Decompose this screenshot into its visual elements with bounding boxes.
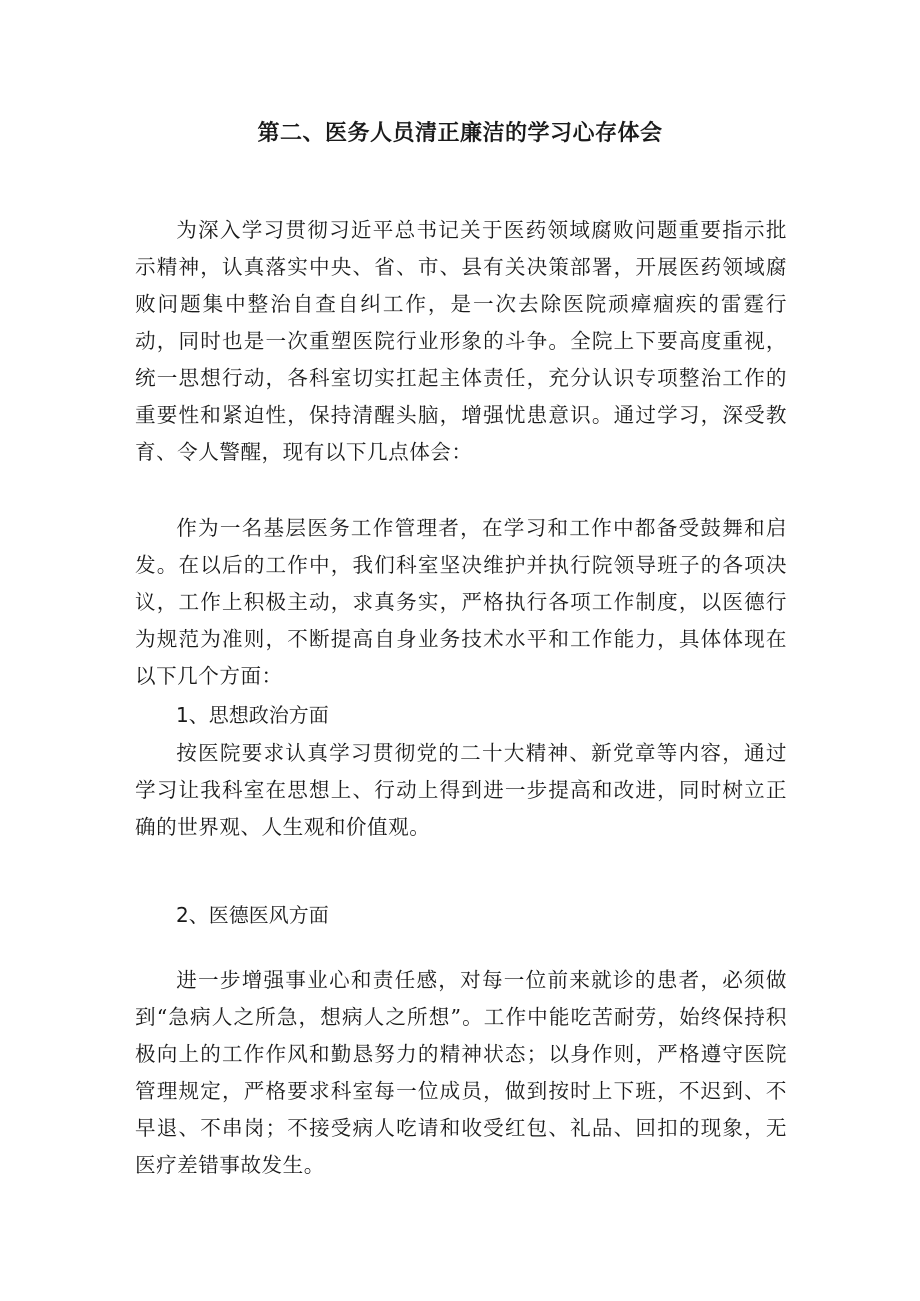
paragraph-intro: 为深入学习贯彻习近平总书记关于医药领域腐败问题重要指示批示精神，认真落实中央、省、市、县有关决策部署，开展医药领域腐败问题集中整治自查自纠工作，是一次去除医院顽瘴痼疾的雷霆行动，同时也是一次重塑医院行业形象的斗争。全院上下要高度重视，统一思想行动，各科室切实扛起主体责任，充分认识专项整治工作的重要性和紧迫性，保持清醒头脑，增强忧患意识。通过学习，深受教育、令人警醒，现有以下几点体会：	[135, 218, 787, 464]
paragraph-political: 按医院要求认真学习贯彻党的二十大精神、新党章等内容，通过学习让我科室在思想上、行动上得到进一步提高和改进，同时树立正确的世界观、人生观和价值观。	[135, 741, 787, 839]
paragraph-ethics: 进一步增强事业心和责任感，对每一位前来就诊的患者，必须做到“急病人之所急，想病人之所想”。工作中能吃苦耐劳，始终保持积极向上的工作作风和勤恳努力的精神状态；以身作则，严格遵守医院管理规定，严格要求科室每一位成员，做到按时上下班，不迟到、不早退、不串岗；不接受病人吃请和收受红包、礼品、回扣的现象，无医疗差错事故发生。	[135, 968, 787, 1177]
section-heading-ethics: 2、医德医风方面	[176, 903, 329, 927]
section-heading-political: 1、思想政治方面	[176, 703, 329, 727]
paragraph-role: 作为一名基层医务工作管理者，在学习和工作中都备受鼓舞和启发。在以后的工作中，我们科室坚决维护并执行院领导班子的各项决议，工作上积极主动，求真务实，严格执行各项工作制度，以医德行为规范为准则，不断提高自身业务技术水平和工作能力，具体体现在以下几个方面：	[135, 516, 787, 688]
document-title: 第二、医务人员清正廉洁的学习心存体会	[257, 121, 663, 146]
